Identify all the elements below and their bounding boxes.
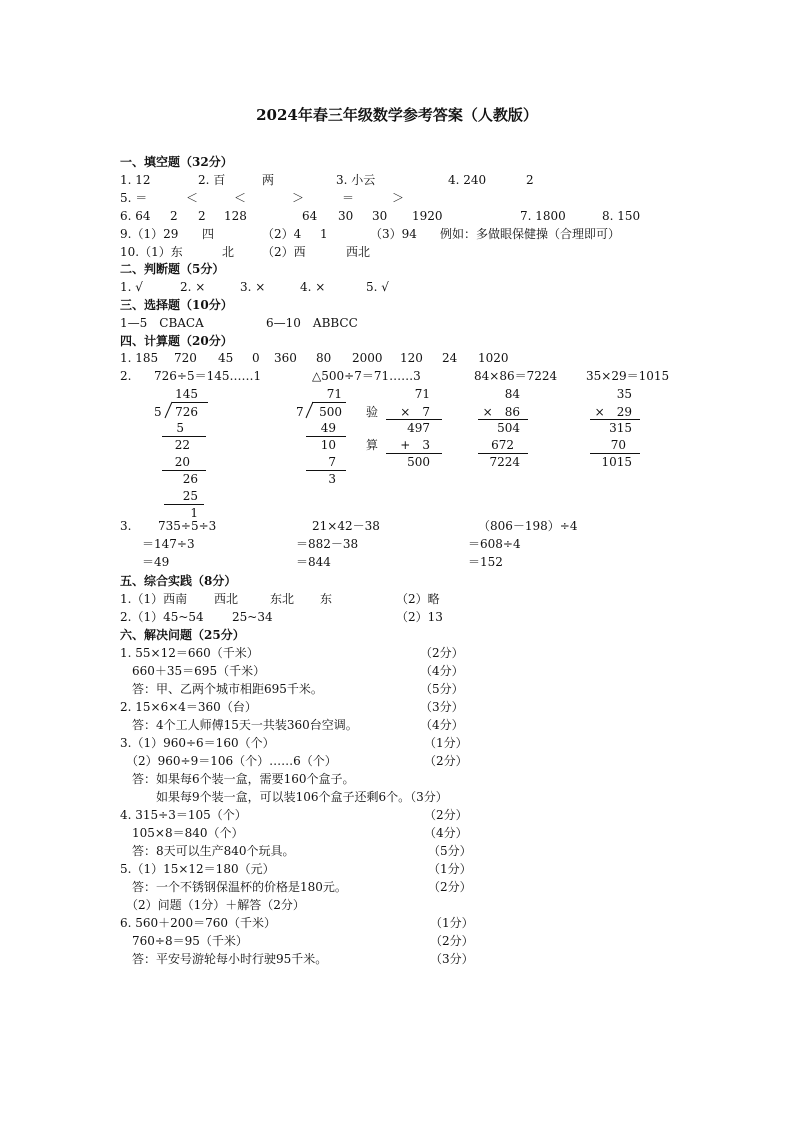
calc-3b-line: ＝882－38 xyxy=(296,537,359,551)
judge-3: 3. × xyxy=(240,280,266,294)
check-line: 497 xyxy=(407,421,430,435)
answer-9f: 例如：多做眼保健操（合理即可） xyxy=(440,227,621,241)
quotient: 71 xyxy=(326,387,342,401)
calc-1f: 80 xyxy=(316,351,332,365)
answer-9d: 1 xyxy=(320,227,328,241)
answer-6e: 64 xyxy=(302,209,318,223)
divisor: 5 xyxy=(154,405,162,419)
solution-line: 760÷8＝95（千米） xyxy=(120,934,248,948)
answer-9a: 9.（1）29 xyxy=(120,227,179,241)
answer-6a: 6. 64 xyxy=(120,209,151,223)
calc-3b-line: 21×42－38 xyxy=(312,519,380,533)
quotient: 145 xyxy=(175,387,198,401)
score-label: （1分） xyxy=(424,736,468,750)
calc-1d: 0 xyxy=(252,351,260,365)
score-label: （5分） xyxy=(428,844,472,858)
eq-division-1: 726÷5＝145……1 xyxy=(154,369,262,383)
answer-10b: 北 xyxy=(222,245,235,259)
check-line: 500 xyxy=(407,455,430,469)
solution-line: 5.（1）15×12＝180（元） xyxy=(120,862,275,876)
mul-line: 70 xyxy=(610,438,626,452)
answer-7: 7. 1800 xyxy=(520,209,566,223)
score-label: （4分） xyxy=(420,664,464,678)
step-bar xyxy=(306,436,346,437)
step: 20 xyxy=(174,455,190,469)
judge-1: 1. √ xyxy=(120,280,143,294)
score-label: （3分） xyxy=(420,700,464,714)
section-6-heading: 六、解决问题（25分） xyxy=(120,628,245,642)
answer-9c: （2）4 xyxy=(262,227,302,241)
mul-line: 315 xyxy=(609,421,632,435)
calc-3c-line: ＝608÷4 xyxy=(468,537,521,551)
remainder: 1 xyxy=(190,506,198,520)
calc-1c: 45 xyxy=(218,351,234,365)
solution-line: 3.（1）960÷6＝160（个） xyxy=(120,736,275,750)
check-bar xyxy=(386,419,442,420)
practice-1b: 西北 xyxy=(214,592,239,606)
step: 7 xyxy=(328,455,336,469)
answer-9b: 四 xyxy=(202,227,215,241)
answer-10d: 西北 xyxy=(346,245,371,259)
calc-1e: 360 xyxy=(274,351,297,365)
practice-1d: 东 xyxy=(320,592,333,606)
score-label: （2分） xyxy=(424,808,468,822)
answer-6c: 2 xyxy=(198,209,206,223)
mul-line: × 86 xyxy=(482,405,520,419)
step: 22 xyxy=(174,438,190,452)
calc-3-num: 3. xyxy=(120,519,132,533)
answer-6d: 128 xyxy=(224,209,247,223)
practice-2b: 25~34 xyxy=(232,610,273,624)
answer-8: 8. 150 xyxy=(602,209,641,223)
answer-5e: ＝ xyxy=(342,191,355,205)
eq-multiply-1: 84×86＝7224 xyxy=(474,369,558,383)
check-line: × 7 xyxy=(400,405,430,419)
practice-2c: （2）13 xyxy=(396,610,443,624)
solution-line: 答：平安号游轮每小时行驶95千米。 xyxy=(120,952,328,966)
answer-1: 1. 12 xyxy=(120,173,151,187)
check-line: + 3 xyxy=(400,438,430,452)
calc-1h: 120 xyxy=(400,351,423,365)
dividend: 726 xyxy=(175,405,198,419)
step-bar xyxy=(164,504,204,505)
answer-6h: 1920 xyxy=(412,209,443,223)
section-1-heading: 一、填空题（32分） xyxy=(120,155,233,169)
division-bar xyxy=(312,402,346,403)
calc-1j: 1020 xyxy=(478,351,509,365)
score-label: （2分） xyxy=(424,754,468,768)
solution-line: 105×8＝840（个） xyxy=(120,826,244,840)
calc-3c-line: （806－198）÷4 xyxy=(478,519,578,533)
page-title: 2024年春三年级数学参考答案（人教版） xyxy=(256,106,538,124)
judge-4: 4. × xyxy=(300,280,326,294)
answer-9e: （3）94 xyxy=(370,227,417,241)
calc-3b-line: ＝844 xyxy=(296,555,331,569)
section-2-heading: 二、判断题（5分） xyxy=(120,262,225,276)
solution-line: 答：4个工人师傅15天一共装360台空调。 xyxy=(120,718,358,732)
solution-line: （2）960÷9＝106（个）……6（个） xyxy=(120,754,337,768)
check-label-2: 算 xyxy=(366,438,379,452)
step-bar xyxy=(162,436,206,437)
score-label: （3分） xyxy=(430,952,474,966)
calc-1a: 1. 185 xyxy=(120,351,159,365)
answer-2b: 两 xyxy=(262,173,275,187)
step-bar xyxy=(306,470,346,471)
practice-1e: （2）略 xyxy=(396,592,440,606)
step-bar xyxy=(162,470,206,471)
calc-1g: 2000 xyxy=(352,351,383,365)
calc-2-num: 2. xyxy=(120,369,132,383)
section-5-heading: 五、综合实践（8分） xyxy=(120,574,237,588)
remainder: 3 xyxy=(328,472,336,486)
mul-line: 504 xyxy=(497,421,520,435)
step: 49 xyxy=(320,421,336,435)
solution-line: 答：如果每6个装一盒，需要160个盒子。 xyxy=(120,772,355,786)
answer-5c: ＜ xyxy=(234,191,247,205)
solution-line: 如果每9个装一盒，可以装106个盒子还剩6个。（3分） xyxy=(120,790,448,804)
answer-10a: 10.（1）东 xyxy=(120,245,183,259)
mul-line: 84 xyxy=(504,387,520,401)
answer-5f: ＞ xyxy=(392,191,405,205)
choice-6-10: 6—10 ABBCC xyxy=(266,316,358,330)
judge-2: 2. × xyxy=(180,280,206,294)
solution-line: 6. 560＋200＝760（千米） xyxy=(120,916,276,930)
check-bar xyxy=(386,453,442,454)
section-3-heading: 三、选择题（10分） xyxy=(120,298,233,312)
score-label: （5分） xyxy=(420,682,464,696)
mul-line: 7224 xyxy=(489,455,520,469)
calc-3a-line: 735÷5÷3 xyxy=(158,519,217,533)
score-label: （2分） xyxy=(420,646,464,660)
answer-6f: 30 xyxy=(338,209,354,223)
check-label-1: 验 xyxy=(366,405,379,419)
score-label: （1分） xyxy=(430,916,474,930)
step: 25 xyxy=(182,489,198,503)
calc-1i: 24 xyxy=(442,351,458,365)
check-line: 71 xyxy=(414,387,430,401)
mul-line: 35 xyxy=(616,387,632,401)
judge-5: 5. √ xyxy=(366,280,389,294)
answer-5a: 5. ＝ xyxy=(120,191,148,205)
answer-3: 3. 小云 xyxy=(336,173,376,187)
solution-line: 答：甲、乙两个城市相距695千米。 xyxy=(120,682,323,696)
step: 5 xyxy=(176,421,184,435)
mul-bar xyxy=(478,419,528,420)
answer-10c: （2）西 xyxy=(262,245,306,259)
score-label: （4分） xyxy=(420,718,464,732)
calc-1b: 720 xyxy=(174,351,197,365)
answer-4b: 2 xyxy=(526,173,534,187)
eq-multiply-2: 35×29＝1015 xyxy=(586,369,670,383)
practice-1a: 1.（1）西南 xyxy=(120,592,188,606)
score-label: （4分） xyxy=(424,826,468,840)
step: 10 xyxy=(320,438,336,452)
solution-line: 660＋35＝695（千米） xyxy=(120,664,266,678)
practice-2a: 2.（1）45~54 xyxy=(120,610,204,624)
step: 26 xyxy=(182,472,198,486)
practice-1c: 东北 xyxy=(270,592,295,606)
division-bar xyxy=(172,402,208,403)
mul-bar xyxy=(590,419,640,420)
solution-line: 2. 15×6×4＝360（台） xyxy=(120,700,257,714)
answer-6g: 30 xyxy=(372,209,388,223)
score-label: （2分） xyxy=(430,934,474,948)
answer-5b: ＜ xyxy=(186,191,199,205)
answer-4a: 4. 240 xyxy=(448,173,487,187)
section-4-heading: 四、计算题（20分） xyxy=(120,334,233,348)
mul-line: 1015 xyxy=(601,455,632,469)
mul-line: 672 xyxy=(491,438,514,452)
solution-line: 答：8天可以生产840个玩具。 xyxy=(120,844,295,858)
mul-bar xyxy=(590,453,640,454)
calc-3c-line: ＝152 xyxy=(468,555,503,569)
answer-6b: 2 xyxy=(170,209,178,223)
score-label: （2分） xyxy=(428,880,472,894)
mul-line: × 29 xyxy=(594,405,632,419)
solution-line: 4. 315÷3＝105（个） xyxy=(120,808,247,822)
dividend: 500 xyxy=(319,405,342,419)
choice-1-5: 1—5 CBACA xyxy=(120,316,204,330)
mul-bar xyxy=(478,453,528,454)
calc-3a-line: ＝147÷3 xyxy=(142,537,195,551)
score-label: （1分） xyxy=(428,862,472,876)
answer-2a: 2. 百 xyxy=(198,173,226,187)
calc-3a-line: ＝49 xyxy=(142,555,170,569)
solution-line: 1. 55×12＝660（千米） xyxy=(120,646,259,660)
eq-division-2: △500÷7＝71……3 xyxy=(312,369,421,383)
divisor: 7 xyxy=(296,405,304,419)
solution-line: （2）问题（1分）＋解答（2分） xyxy=(120,898,305,912)
solution-line: 答：一个不锈钢保温杯的价格是180元。 xyxy=(120,880,347,894)
answer-5d: ＞ xyxy=(292,191,305,205)
